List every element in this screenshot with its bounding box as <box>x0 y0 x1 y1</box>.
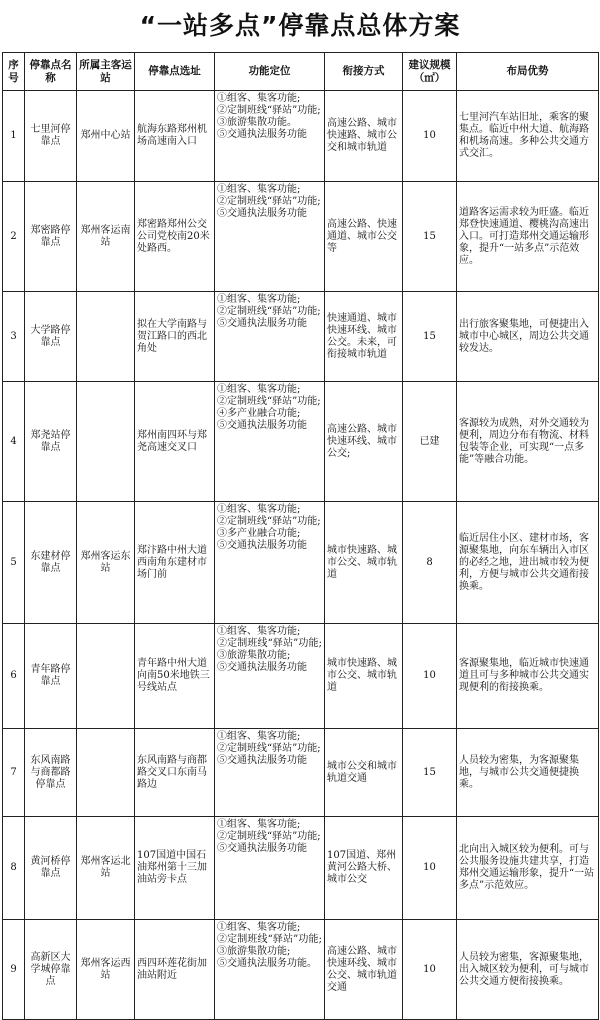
function-line: ①组客、集客功能; <box>217 504 301 515</box>
cell-scale: 8 <box>403 502 457 624</box>
cell-functions <box>215 182 325 292</box>
cell-site: 郑汴路中州大道西南角东建材市场门前 <box>135 502 215 624</box>
function-line: ①组客、集客功能; <box>217 731 301 742</box>
function-line: ③旅游集散功能。 <box>217 117 297 128</box>
cell-connect: 107国道、郑州黄河公路大桥、城市公交 <box>325 817 403 920</box>
cell-station <box>77 382 135 502</box>
header-station: 所属主客运站 <box>77 53 135 91</box>
function-line: ③多产业融合功能; <box>217 528 301 539</box>
cell-scale: 已建 <box>403 382 457 502</box>
cell-no: 2 <box>3 182 25 292</box>
cell-scale: 10 <box>403 920 457 1020</box>
cell-name: 黄河桥停靠点 <box>25 817 77 920</box>
cell-advantage: 临近居住小区、建材市场，客源聚集地，向东车辆出入市区的必经之地，进出城市较为便利，方便与城市公共交通衔接换乘。 <box>457 502 599 624</box>
cell-site: 拟在大学南路与贺江路口的西北角处 <box>135 292 215 382</box>
cell-connect: 高速公路、快速通道、城市公交等 <box>325 182 403 292</box>
cell-site: 郑密路郑州公交公司党校南20米处路西。 <box>135 182 215 292</box>
cell-station <box>77 292 135 382</box>
cell-name: 郑密路停靠点 <box>25 182 77 292</box>
cell-connect: 高速公路、城市快速路、城市公交和城市轨道 <box>325 91 403 182</box>
header-site: 停靠点选址 <box>135 53 215 91</box>
cell-name: 高新区大学城停靠点 <box>25 920 77 1020</box>
cell-site: 航海东路郑州机场高速南入口 <box>135 91 215 182</box>
function-line: ⑤交通执法服务功能 <box>217 540 307 551</box>
function-line: ⑤交通执法服务功能 <box>217 843 307 854</box>
cell-name: 郑尧站停靠点 <box>25 382 77 502</box>
function-line: ⑤交通执法服务功能 <box>217 755 307 766</box>
cell-advantage: 道路客运需求较为旺盛。临近郑登快速通道、樱桃沟高速出入口。可打造郑州交通运输形象，提升“一站多点”示范效应。 <box>457 182 599 292</box>
cell-advantage: 客源较为成熟，对外交通较为便利，周边分布有物流、材料包装等企业，可实现“一点多能”等融合功能。 <box>457 382 599 502</box>
table-header-row <box>3 53 599 91</box>
cell-scale: 10 <box>403 817 457 920</box>
header-scale: 建议规模（㎡） <box>403 53 457 91</box>
table-row <box>3 292 599 382</box>
table-row <box>3 182 599 292</box>
function-line: ②定制班线“驿站”功能; <box>217 306 321 317</box>
function-line: ②定制班线“驿站”功能; <box>217 196 321 207</box>
function-line: ①组客、集客功能; <box>217 184 301 195</box>
cell-connect: 城市快速路、城市公交、城市轨道 <box>325 502 403 624</box>
cell-no: 3 <box>3 292 25 382</box>
cell-site: 郑州南四环与郑尧高速交叉口 <box>135 382 215 502</box>
cell-site: 西四环莲花街加油站附近 <box>135 920 215 1020</box>
header-function: 功能定位 <box>215 53 325 91</box>
cell-station: 郑州客运东站 <box>77 502 135 624</box>
function-line: ②定制班线“驿站”功能; <box>217 105 321 116</box>
function-line: ⑤交通执法服务功能。 <box>217 958 317 969</box>
table-row <box>3 729 599 817</box>
function-line: ①组客、集客功能; <box>217 922 301 933</box>
cell-advantage: 出行旅客聚集地，可便捷出入城市中心城区，周边公共交通较发达。 <box>457 292 599 382</box>
cell-no: 7 <box>3 729 25 817</box>
cell-scale: 10 <box>403 624 457 729</box>
cell-functions <box>215 624 325 729</box>
table-row <box>3 817 599 920</box>
table-row <box>3 382 599 502</box>
cell-connect: 城市公交和城市轨道交通 <box>325 729 403 817</box>
plan-table <box>2 52 599 1020</box>
cell-name: 东风南路与商都路停靠点 <box>25 729 77 817</box>
function-line: ②定制班线“驿站”功能; <box>217 831 321 842</box>
function-line: ④多产业融合功能; <box>217 408 301 419</box>
function-line: ⑤交通执法服务功能 <box>217 318 307 329</box>
function-line: ②定制班线“驿站”功能; <box>217 516 321 527</box>
function-line: ⑤交通执法服务功能 <box>217 420 307 431</box>
function-line: ①组客、集客功能; <box>217 384 301 395</box>
cell-functions <box>215 502 325 624</box>
cell-station: 郑州客运南站 <box>77 182 135 292</box>
table-row <box>3 502 599 624</box>
cell-name: 东建材停靠点 <box>25 502 77 624</box>
cell-connect: 高速公路、城市快速环线、城市公交; <box>325 382 403 502</box>
cell-connect: 城市快速路、城市公交、城市轨道 <box>325 624 403 729</box>
function-line: ②定制班线“驿站”功能;③旅游集散功能; <box>217 638 322 661</box>
cell-no: 6 <box>3 624 25 729</box>
cell-station <box>77 624 135 729</box>
cell-scale: 15 <box>403 729 457 817</box>
cell-advantage: 北向出入城区较为便利。可与公共服务设施共建共享，打造郑州交通运输形象，提升“一站多点”示范效应。 <box>457 817 599 920</box>
cell-no: 9 <box>3 920 25 1020</box>
cell-no: 8 <box>3 817 25 920</box>
cell-functions <box>215 817 325 920</box>
function-line: ①组客、集客功能; <box>217 819 301 830</box>
cell-name: 大学路停靠点 <box>25 292 77 382</box>
function-line: ①组客、集客功能; <box>217 93 301 104</box>
cell-name: 青年路停靠点 <box>25 624 77 729</box>
header-advantage: 布局优势 <box>457 53 599 91</box>
cell-station: 郑州客运北站 <box>77 817 135 920</box>
function-line: ②定制班线“驿站”功能; <box>217 743 321 754</box>
function-line: ⑤交通执法服务功能 <box>217 129 307 140</box>
function-line: ⑤交通执法服务功能 <box>217 662 307 673</box>
cell-station <box>77 729 135 817</box>
cell-functions <box>215 729 325 817</box>
cell-connect: 快速通道、城市快速环线、城市公交。未来，可衔接城市轨道 <box>325 292 403 382</box>
function-line: ①组客、集客功能; <box>217 626 301 637</box>
cell-no: 1 <box>3 91 25 182</box>
cell-scale: 15 <box>403 292 457 382</box>
function-line: ①组客、集客功能; <box>217 294 301 305</box>
page-title: “一站多点”停靠点总体方案 <box>139 11 461 40</box>
header-name: 停靠点名称 <box>25 53 77 91</box>
cell-no: 5 <box>3 502 25 624</box>
header-no: 序号 <box>3 53 25 91</box>
cell-functions <box>215 382 325 502</box>
function-line: ⑤交通执法服务功能 <box>217 208 307 219</box>
cell-site: 东风南路与商都路交叉口东南马路边 <box>135 729 215 817</box>
table-row <box>3 91 599 182</box>
cell-site: 107国道中国石油郑州第十三加油站旁卡点 <box>135 817 215 920</box>
cell-no: 4 <box>3 382 25 502</box>
table-row <box>3 920 599 1020</box>
function-line: ②定制班线“驿站”功能;③旅游集散功能; <box>217 934 322 957</box>
cell-advantage: 客源聚集地，临近城市快速通道且可与多种城市公共交通实现便利的衔接换乘。 <box>457 624 599 729</box>
cell-connect: 高速公路、城市快速环线、城市公交、城市轨道交通 <box>325 920 403 1020</box>
cell-functions <box>215 91 325 182</box>
cell-functions <box>215 920 325 1020</box>
cell-scale: 15 <box>403 182 457 292</box>
table-row <box>3 624 599 729</box>
header-connect: 衔接方式 <box>325 53 403 91</box>
function-line: ②定制班线“驿站”功能; <box>217 396 321 407</box>
cell-site: 青年路中州大道向南50米地铁三号线站点 <box>135 624 215 729</box>
cell-scale: 10 <box>403 91 457 182</box>
cell-advantage: 人员较为密集，为客源聚集地，与城市公共交通便捷换乘。 <box>457 729 599 817</box>
cell-station: 郑州中心站 <box>77 91 135 182</box>
cell-station: 郑州客运西站 <box>77 920 135 1020</box>
cell-functions <box>215 292 325 382</box>
cell-name: 七里河停靠点 <box>25 91 77 182</box>
cell-advantage: 人员较为密集，客源聚集地，出入城区较为便利，可与城市公共交通方便衔接换乘。 <box>457 920 599 1020</box>
cell-advantage: 七里河汽车站旧址，乘客的聚集点。临近中州大道、航海路和机场高速。多种公共交通方式交汇。 <box>457 91 599 182</box>
